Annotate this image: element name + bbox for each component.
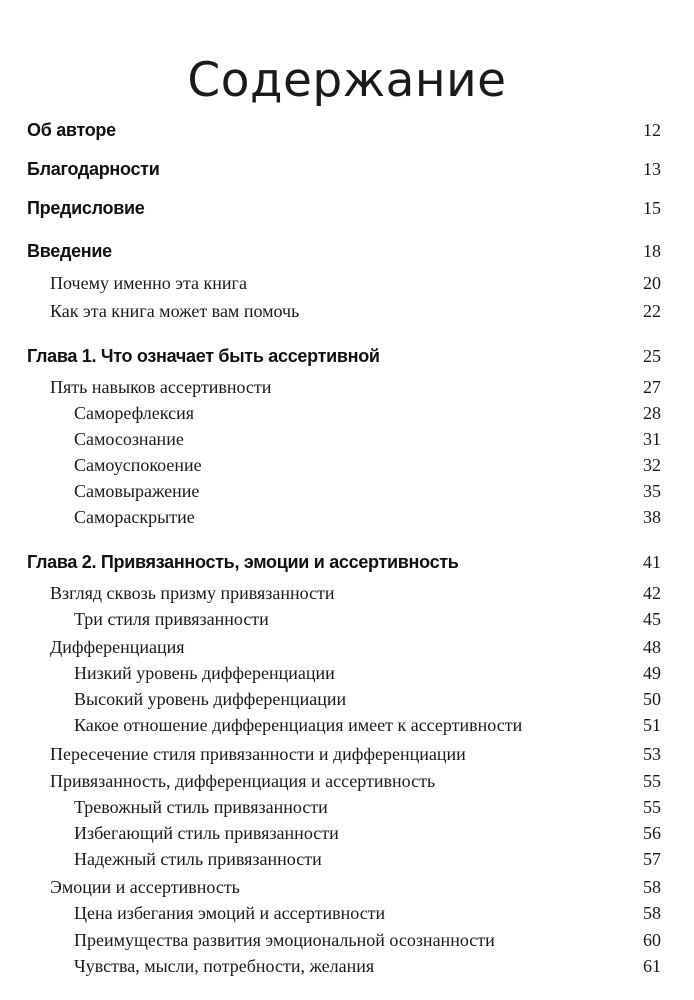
- toc-entry-title: Тревожный стиль привязанности: [74, 797, 328, 817]
- toc-entry-title: Преимущества развития эмоциональной осознанности: [74, 930, 495, 950]
- toc-chapter-entry[interactable]: [0, 156, 694, 182]
- toc-section-entry[interactable]: [0, 900, 694, 926]
- toc-section-entry[interactable]: [0, 686, 694, 712]
- toc-page-number: 13: [643, 159, 661, 179]
- toc-section-entry[interactable]: [0, 478, 694, 504]
- toc-entry-title: Взгляд сквозь призму привязанности: [50, 583, 335, 603]
- toc-entry-title: Низкий уровень дифференциации: [74, 663, 335, 683]
- toc-page-number: 58: [643, 877, 661, 897]
- toc-entry-title: Привязанность, дифференциация и ассертивность: [50, 771, 436, 791]
- toc-section-entry[interactable]: [0, 634, 694, 660]
- toc-section-entry[interactable]: [0, 768, 694, 794]
- toc-entry-title: Самосознание: [74, 429, 184, 449]
- toc-chapter-entry[interactable]: [0, 117, 694, 143]
- toc-page-number: 60: [643, 930, 661, 950]
- toc-page-number: 35: [643, 481, 661, 501]
- toc-section-entry[interactable]: [0, 504, 694, 530]
- toc-page-number: 58: [643, 903, 661, 923]
- toc-section-entry[interactable]: [0, 374, 694, 400]
- toc-section-entry[interactable]: [0, 606, 694, 632]
- toc-entry-title: Пять навыков ассертивности: [50, 377, 272, 397]
- toc-page-number: 50: [643, 689, 661, 709]
- toc-entry-title: Цена избегания эмоций и ассертивности: [74, 903, 386, 923]
- toc-page-number: 41: [643, 552, 661, 572]
- toc-page-number: 32: [643, 455, 661, 475]
- toc-entry-title: Глава 1. Что означает быть ассертивной: [27, 346, 380, 366]
- toc-page-number: 45: [643, 609, 661, 629]
- toc-page-number: 38: [643, 507, 661, 527]
- toc-entry-title: Надежный стиль привязанности: [74, 849, 322, 869]
- toc-page-number: 22: [643, 301, 661, 321]
- toc-entry-title: Об авторе: [27, 120, 116, 140]
- toc-entry-title: Избегающий стиль привязанности: [74, 823, 339, 843]
- toc-chapter-entry[interactable]: [0, 195, 694, 221]
- toc-chapter-entry[interactable]: [0, 549, 694, 575]
- toc-entry-title: Дифференциация: [50, 637, 185, 657]
- toc-entry-title: Введение: [27, 241, 112, 261]
- toc-entry-title: Пересечение стиля привязанности и дифференциации: [50, 744, 466, 764]
- toc-entry-title: Почему именно эта книга: [50, 273, 247, 293]
- toc-page-number: 48: [643, 637, 661, 657]
- toc-entry-title: Эмоции и ассертивность: [50, 877, 240, 897]
- toc-section-entry[interactable]: [0, 400, 694, 426]
- toc-page-number: 31: [643, 429, 661, 449]
- toc-page-number: 55: [643, 797, 661, 817]
- toc-page-number: 28: [643, 403, 661, 423]
- toc-entry-title: Как эта книга может вам помочь: [50, 301, 300, 321]
- toc-page-number: 55: [643, 771, 661, 791]
- toc-entry-title: Самовыражение: [74, 481, 200, 501]
- toc-page-number: 27: [643, 377, 661, 397]
- toc-section-entry[interactable]: [0, 580, 694, 606]
- toc-entry-title: Самоуспокоение: [74, 455, 202, 475]
- toc-section-entry[interactable]: [0, 953, 694, 979]
- toc-page-number: 18: [643, 241, 661, 261]
- toc-entry-title: Высокий уровень дифференциации: [74, 689, 347, 709]
- toc-entry-title: Предисловие: [27, 198, 145, 218]
- toc-section-entry[interactable]: [0, 426, 694, 452]
- toc-section-entry[interactable]: [0, 270, 694, 296]
- toc-section-entry[interactable]: [0, 794, 694, 820]
- toc-section-entry[interactable]: [0, 927, 694, 953]
- toc-section-entry[interactable]: [0, 874, 694, 900]
- toc-page-number: 25: [643, 346, 661, 366]
- toc-entry-title: Три стиля привязанности: [74, 609, 269, 629]
- toc-page-number: 57: [643, 849, 661, 869]
- toc-section-entry[interactable]: [0, 846, 694, 872]
- toc-entry-title: Какое отношение дифференциация имеет к ассертивности: [74, 715, 523, 735]
- toc-page-number: 15: [643, 198, 661, 218]
- page-title: Содержание: [187, 53, 507, 109]
- toc-section-entry[interactable]: [0, 660, 694, 686]
- toc-page-number: 42: [643, 583, 661, 603]
- toc-section-entry[interactable]: [0, 712, 694, 738]
- toc-entry-title: Саморефлексия: [74, 403, 194, 423]
- toc-section-entry[interactable]: [0, 452, 694, 478]
- toc-section-entry[interactable]: [0, 741, 694, 767]
- toc-page-number: 56: [643, 823, 661, 843]
- toc-entry-title: Благодарности: [27, 159, 160, 179]
- toc-chapter-entry[interactable]: [0, 238, 694, 264]
- toc-entry-title: Самораскрытие: [74, 507, 195, 527]
- toc-section-entry[interactable]: [0, 298, 694, 324]
- toc-page-number: 51: [643, 715, 661, 735]
- toc-page-number: 12: [643, 120, 661, 140]
- toc-section-entry[interactable]: [0, 820, 694, 846]
- toc-page-number: 61: [643, 956, 661, 976]
- toc-chapter-entry[interactable]: [0, 343, 694, 369]
- toc-page-number: 49: [643, 663, 661, 683]
- toc-page-number: 20: [643, 273, 661, 293]
- toc-page-number: 53: [643, 744, 661, 764]
- toc-entry-title: Глава 2. Привязанность, эмоции и ассертивность: [27, 552, 459, 572]
- toc-entry-title: Чувства, мысли, потребности, желания: [74, 956, 375, 976]
